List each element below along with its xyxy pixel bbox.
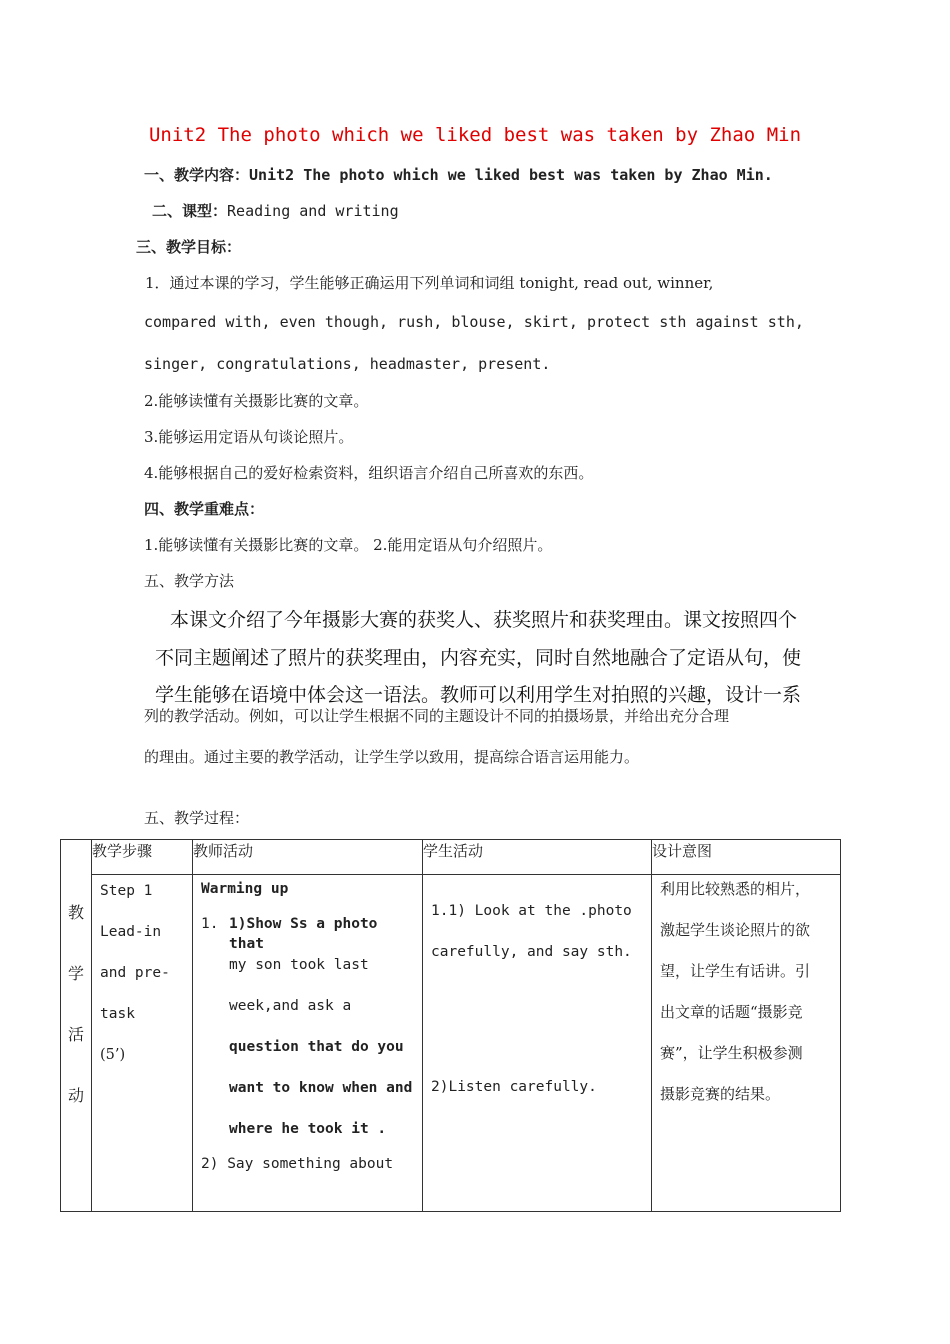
vocab-word: skirt, xyxy=(523,313,578,331)
teacher-text: where he took it . xyxy=(229,1121,387,1137)
section-method-heading: 五、教学方法 xyxy=(144,572,235,590)
objective-3: 3.能够运用定语从句谈论照片。 xyxy=(144,428,354,446)
step-line: Step 1 xyxy=(100,883,153,899)
objective-4: 4.能够根据自己的爱好检索资料，组织语言介绍自己所喜欢的东西。 xyxy=(144,464,594,482)
method-line-1: 本课文介绍了今年摄影大赛的获奖人、获奖照片和获奖理由。课文按照四个 xyxy=(170,609,798,631)
vertical-char: 学 xyxy=(67,964,84,983)
student-line: 1.1) Look at the .photo xyxy=(431,903,632,919)
header-student: 学生活动 xyxy=(423,840,652,875)
vocab-word: sth xyxy=(659,313,687,331)
intent-line: 赛”，让学生积极参测 xyxy=(660,1044,803,1062)
section-type xyxy=(152,200,399,221)
method-line-5: 的理由。通过主要的教学活动，让学生学以致用，提高综合语言运用能力。 xyxy=(144,748,640,766)
vertical-char: 动 xyxy=(67,1086,84,1105)
vertical-char: 活 xyxy=(67,1025,84,1044)
section-type-text: Reading and writing xyxy=(227,202,399,220)
teacher-num: 1. xyxy=(201,916,219,932)
method-line-3: 学生能够在语境中体会这一语法。教师可以利用学生对拍照的兴趣，设计一系 xyxy=(155,684,802,706)
intent-line: 摄影竞赛的结果。 xyxy=(660,1085,781,1103)
section-keypoints-heading: 四、教学重难点： xyxy=(144,500,265,518)
teacher-cell xyxy=(193,875,423,1212)
intent-line: 激起学生谈论照片的欲 xyxy=(660,921,811,939)
vocab-word: blouse, xyxy=(451,313,515,331)
table-header-row xyxy=(61,840,841,875)
vocab-word: against xyxy=(695,313,759,331)
vocab-word: compared xyxy=(144,313,217,331)
header-intent: 设计意图 xyxy=(652,840,841,875)
teacher-text: 1)Show Ss a photo that xyxy=(229,916,378,952)
method-line-4: 列的教学活动。例如，可以让学生根据不同的主题设计不同的拍摄场景，并给出充分合理 xyxy=(144,707,730,725)
objective-2: 2.能够读懂有关摄影比赛的文章。 xyxy=(144,392,369,410)
process-table xyxy=(60,839,841,1212)
section-process-heading: 五、教学过程： xyxy=(144,809,250,827)
teacher-text: 2) Say something about xyxy=(201,1156,394,1172)
intent-line: 利用比较熟悉的相片， xyxy=(660,880,811,898)
step-line: (5’) xyxy=(100,1047,126,1063)
section-type-label: 二、课型： xyxy=(152,202,228,220)
vertical-char: 教 xyxy=(67,903,84,922)
table-row xyxy=(61,875,841,1212)
header-teacher: 教师活动 xyxy=(193,840,423,875)
teacher-heading: Warming up xyxy=(201,881,289,897)
objective-1-line-2 xyxy=(144,313,804,331)
document-title: Unit2 The photo which we liked best was taken by Zhao Min xyxy=(148,124,802,146)
vertical-label-cell xyxy=(61,840,92,1212)
teacher-text: want to know when and xyxy=(229,1080,413,1096)
step-cell xyxy=(92,875,193,1212)
section-objectives-heading: 三、教学目标： xyxy=(136,238,242,256)
vocab-word: with, xyxy=(225,313,271,331)
intent-line: 出文章的话题“摄影竞 xyxy=(660,1003,803,1021)
student-cell xyxy=(423,875,652,1212)
step-line: Lead-in xyxy=(100,924,162,940)
intent-cell xyxy=(652,875,841,1212)
teacher-text: question that do you xyxy=(229,1039,404,1055)
step-line: and pre- xyxy=(100,965,170,981)
objective-1-line-3: singer, congratulations, headmaster, present. xyxy=(144,355,551,373)
section-content-label: 一、教学内容： xyxy=(144,166,250,184)
teacher-text: week,and ask a xyxy=(229,998,352,1014)
section-content xyxy=(144,164,773,185)
vocab-word: protect xyxy=(586,313,651,331)
student-line: 2)Listen carefully. xyxy=(431,1079,597,1095)
vocab-word: though, xyxy=(324,313,389,331)
vocab-word: even xyxy=(279,313,316,331)
method-line-2: 不同主题阐述了照片的获奖理由，内容充实，同时自然地融合了定语从句，使 xyxy=(155,647,802,669)
teacher-text: my son took last xyxy=(229,957,369,973)
intent-line: 望，让学生有话讲。引 xyxy=(660,962,811,980)
step-line: task xyxy=(100,1006,135,1022)
teacher-line-1 xyxy=(201,914,416,955)
section-content-text: Unit2 The photo which we liked best was taken by Zhao Min. xyxy=(249,166,773,184)
vocab-word: rush, xyxy=(397,313,443,331)
objective-1-line-1: 1．通过本课的学习，学生能够正确运用下列单词和词组 tonight, read out, winner, xyxy=(145,274,714,292)
vocab-word: sth, xyxy=(767,313,804,331)
student-line: carefully, and say sth. xyxy=(431,944,632,960)
header-step: 教学步骤 xyxy=(92,840,193,875)
keypoints-text: 1.能够读懂有关摄影比赛的文章。 2.能用定语从句介绍照片。 xyxy=(144,536,553,554)
